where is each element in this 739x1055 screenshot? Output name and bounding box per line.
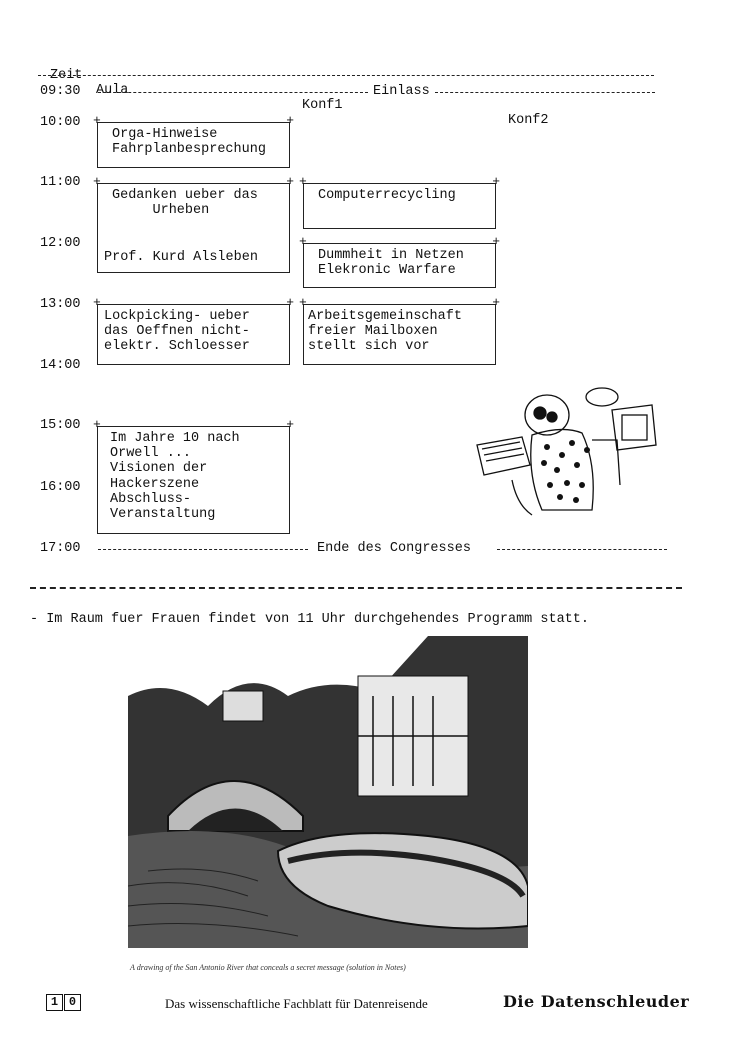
session-dummheit bbox=[303, 243, 496, 288]
page-number bbox=[46, 994, 81, 1011]
time-1500: 15:00 bbox=[40, 418, 81, 433]
einlass-rule-left bbox=[98, 92, 368, 93]
ende-rule-left bbox=[98, 549, 308, 550]
time-1000: 10:00 bbox=[40, 115, 81, 130]
time-1300: 13:00 bbox=[40, 297, 81, 312]
header-rule bbox=[38, 75, 654, 76]
session-mailboxen bbox=[303, 304, 496, 365]
session-dummheit-text: + Dummheit in Netzen Elekronic Warfare bbox=[318, 248, 464, 279]
einlass-rule-right bbox=[435, 92, 655, 93]
frauen-note: - Im Raum fuer Frauen findet von 11 Uhr durchgehendes Programm statt. bbox=[30, 612, 589, 627]
session-orwell bbox=[97, 426, 290, 534]
time-0930: 09:30 bbox=[40, 84, 81, 99]
header-konf1: Konf1 bbox=[302, 98, 343, 113]
session-orwell-text: + Im Jahre 10 nach Orwell ... Visionen der Hackerszene Abschluss- Veranstaltung bbox=[110, 431, 240, 523]
session-orga bbox=[97, 122, 290, 168]
hacker-cartoon-illustration bbox=[472, 385, 662, 520]
time-1600: 16:00 bbox=[40, 480, 81, 495]
time-1700: 17:00 bbox=[40, 541, 81, 556]
time-1100: 11:00 bbox=[40, 175, 81, 190]
session-mailboxen-text: + Arbeitsgemeinschaft freier Mailboxen stellt sich vor bbox=[308, 309, 462, 355]
footer-tagline: Das wissenschaftliche Fachblatt für Datenreisende bbox=[165, 996, 428, 1011]
ende-rule-right bbox=[497, 549, 667, 550]
page-digit-1: 1 bbox=[46, 994, 63, 1011]
einlass-label: Einlass bbox=[373, 84, 430, 99]
session-gedanken-text: + Gedanken ueber das Urheben bbox=[112, 188, 258, 219]
magazine-title: Die Datenschleuder bbox=[503, 992, 690, 1011]
header-zeit: Zeit bbox=[50, 68, 83, 83]
session-alsleben-text: Prof. Kurd Alsleben bbox=[104, 250, 258, 265]
session-computerrecycling-text: + Computerrecycling bbox=[318, 188, 456, 203]
time-1200: 12:00 bbox=[40, 236, 81, 251]
page-digit-2: 0 bbox=[64, 994, 81, 1011]
session-computerrecycling bbox=[303, 183, 496, 229]
session-orga-text: + Orga-Hinweise Fahrplanbesprechung bbox=[112, 127, 266, 158]
session-lockpicking-text: + Lockpicking- ueber das Oeffnen nicht- elektr. Schloesser bbox=[104, 309, 250, 355]
drawing-caption: A drawing of the San Antonio River that conceals a secret message (solution in Notes) bbox=[130, 963, 406, 972]
san-antonio-river-drawing bbox=[128, 636, 528, 948]
header-konf2: Konf2 bbox=[508, 113, 549, 128]
time-1400: 14:00 bbox=[40, 358, 81, 373]
session-gedanken bbox=[97, 183, 290, 273]
page-separator bbox=[30, 587, 682, 589]
schedule-header bbox=[0, 53, 739, 128]
session-lockpicking bbox=[97, 304, 290, 365]
header-aula: Aula bbox=[96, 83, 129, 98]
ende-label: Ende des Congresses bbox=[317, 541, 471, 556]
